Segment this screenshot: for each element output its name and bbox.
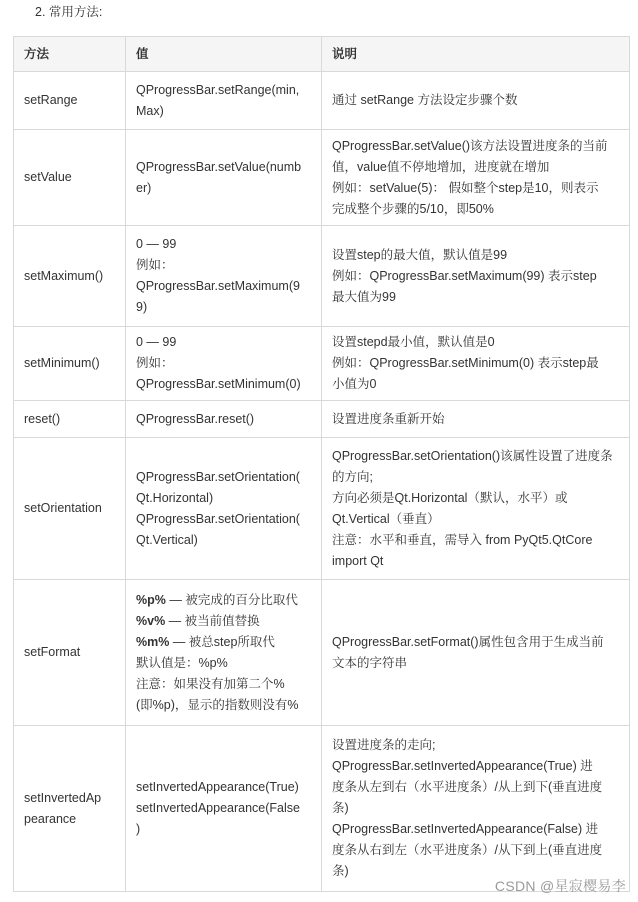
value-cell: 0 — 99 例如： QProgressBar.setMinimum(0) (126, 327, 322, 401)
table-row (14, 726, 630, 892)
description-cell: 设置进度条的走向; QProgressBar.setInvertedAppearance(True) 进 度条从左到右（水平进度条）/从上到下(垂直进度 条) QProgressBar.setInvertedAppearance(False) 进 度条从右到左（水平进度条）/从下到上(垂直进度 条) (322, 726, 630, 892)
description-cell: 通过 setRange 方法设定步骤个数 (322, 72, 630, 130)
header-value: 值 (126, 37, 322, 72)
value-cell: QProgressBar.setValue(numb er) (126, 130, 322, 226)
csdn-watermark: CSDN @星寂樱易李 (494, 878, 626, 894)
table-row (14, 438, 630, 580)
table-row (14, 580, 630, 726)
method-cell: setInvertedAp pearance (14, 726, 126, 892)
methods-table (13, 36, 630, 892)
value-cell: QProgressBar.setOrientation( Qt.Horizontal) QProgressBar.setOrientation( Qt.Vertical) (126, 438, 322, 580)
section-heading: 2. 常用方法: (35, 5, 103, 19)
header-description: 说明 (322, 37, 630, 72)
method-cell: setFormat (14, 580, 126, 726)
description-cell: 设置step的最大值，默认值是99 例如：QProgressBar.setMaximum(99) 表示step 最大值为99 (322, 226, 630, 327)
description-cell: QProgressBar.setFormat()属性包含用于生成当前 文本的字符串 (322, 580, 630, 726)
value-cell: setInvertedAppearance(True) setInvertedAppearance(False ) (126, 726, 322, 892)
value-cell: %p% — 被完成的百分比取代 %v% — 被当前值替换 %m% — 被总step所取代 默认值是：%p% 注意：如果没有加第二个% (即%p)，显示的指数则没有% (126, 580, 322, 726)
table-row (14, 226, 630, 327)
table-row (14, 72, 630, 130)
table-row (14, 401, 630, 438)
description-cell: 设置进度条重新开始 (322, 401, 630, 438)
table-row (14, 327, 630, 401)
method-cell: reset() (14, 401, 126, 438)
value-cell: QProgressBar.reset() (126, 401, 322, 438)
method-cell: setValue (14, 130, 126, 226)
method-cell: setRange (14, 72, 126, 130)
header-method: 方法 (14, 37, 126, 72)
description-cell: 设置stepd最小值，默认值是0 例如：QProgressBar.setMinimum(0) 表示step最 小值为0 (322, 327, 630, 401)
method-cell: setOrientation (14, 438, 126, 580)
table-header-row (14, 37, 630, 72)
table-row (14, 130, 630, 226)
value-cell: QProgressBar.setRange(min, Max) (126, 72, 322, 130)
description-cell: QProgressBar.setValue()该方法设置进度条的当前 值，value值不停地增加，进度就在增加 例如：setValue(5)： 假如整个step是10，则表示 完成整个步骤的5/10，即50% (322, 130, 630, 226)
description-cell: QProgressBar.setOrientation()该属性设置了进度条 的方向; 方向必须是Qt.Horizontal（默认，水平）或 Qt.Vertical（垂直） 注意：水平和垂直，需导入 from PyQt5.QtCore import Qt (322, 438, 630, 580)
method-cell: setMinimum() (14, 327, 126, 401)
value-cell: 0 — 99 例如： QProgressBar.setMaximum(9 9) (126, 226, 322, 327)
method-cell: setMaximum() (14, 226, 126, 327)
